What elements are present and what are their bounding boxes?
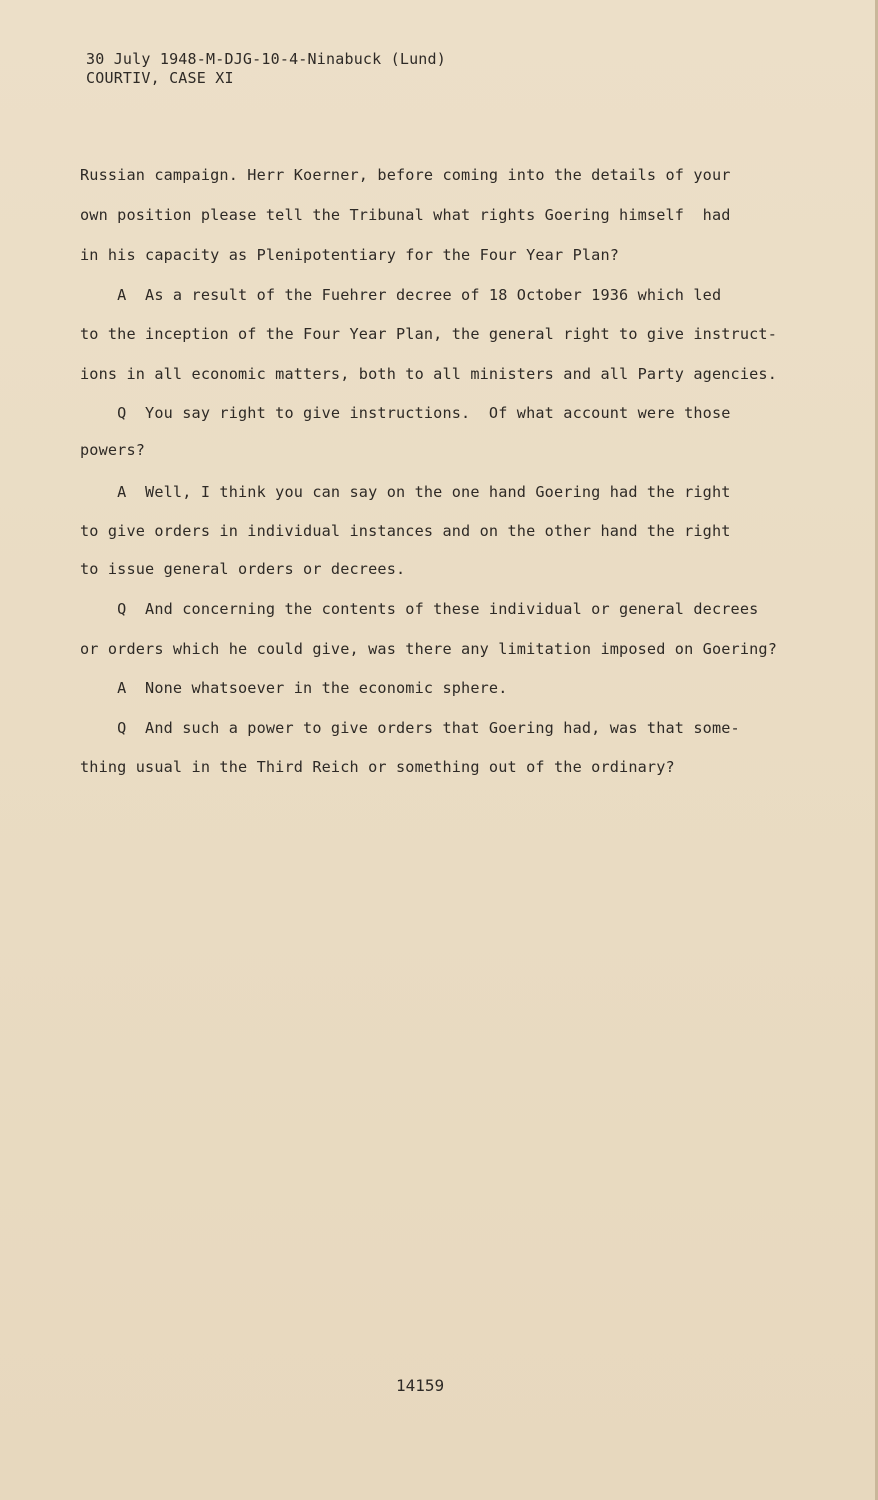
transcript-line: ions in all economic matters, both to all ministers and all Party agencies. — [80, 365, 778, 383]
transcript-line: to issue general orders or decrees. — [80, 560, 406, 578]
transcript-line: powers? — [80, 441, 146, 459]
transcript-line: or orders which he could give, was there any limitation imposed on Goering? — [80, 640, 778, 658]
transcript-line: A None whatsoever in the economic sphere. — [80, 679, 508, 697]
transcript-line: to give orders in individual instances and on the other hand the right — [80, 522, 731, 540]
header-case-line: COURTIV, CASE XI — [86, 69, 234, 87]
document-header — [86, 50, 446, 88]
transcript-line: thing usual in the Third Reich or something out of the ordinary? — [80, 758, 675, 776]
transcript-line: Q And concerning the contents of these individual or general decrees — [80, 600, 759, 618]
transcript-line: Q And such a power to give orders that Goering had, was that some- — [80, 719, 740, 737]
transcript-line: A Well, I think you can say on the one hand Goering had the right — [80, 483, 731, 501]
header-date-line: 30 July 1948-M-DJG-10-4-Ninabuck (Lund) — [86, 50, 446, 68]
page-number: 14159 — [396, 1376, 445, 1395]
transcript-line: in his capacity as Plenipotentiary for the Four Year Plan? — [80, 246, 620, 264]
transcript-line: own position please tell the Tribunal what rights Goering himself had — [80, 206, 731, 224]
transcript-line: Q You say right to give instructions. Of what account were those — [80, 404, 731, 422]
transcript-line: to the inception of the Four Year Plan, the general right to give instruct- — [80, 325, 778, 343]
transcript-line: Russian campaign. Herr Koerner, before coming into the details of your — [80, 166, 731, 184]
transcript-line: A As a result of the Fuehrer decree of 18 October 1936 which led — [80, 286, 722, 304]
